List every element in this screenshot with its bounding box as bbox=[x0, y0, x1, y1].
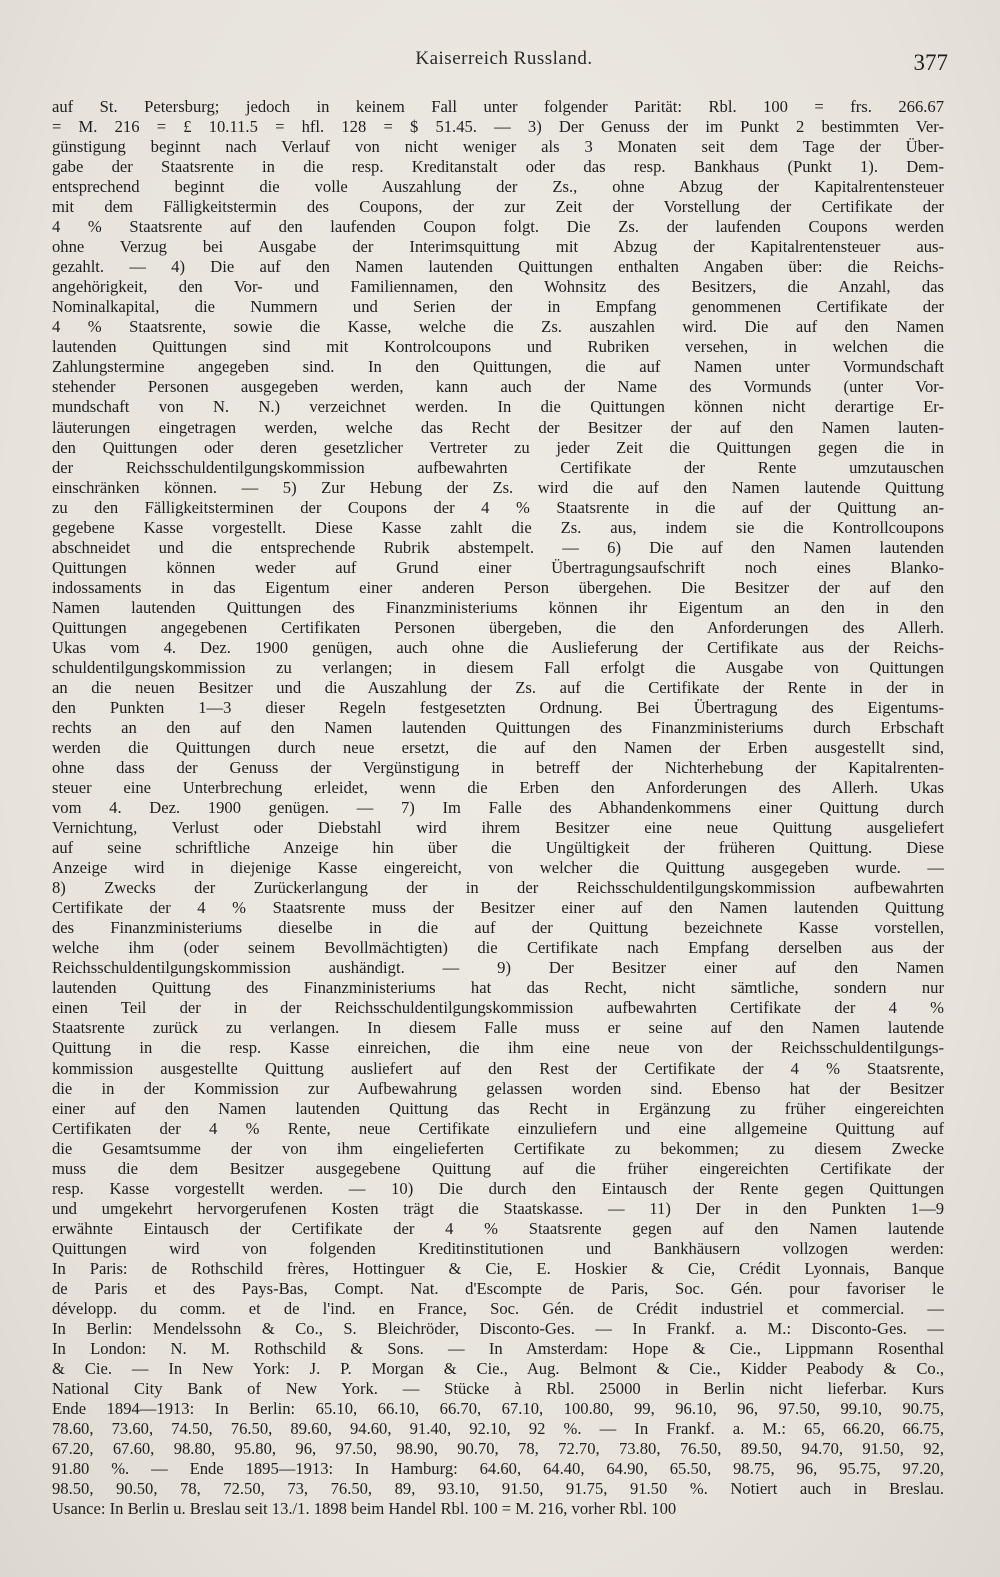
text-line: auf St. Petersburg; jedoch in keinem Fall unter folgender Parität: Rbl. 100 = frs. 266.67 bbox=[52, 97, 944, 116]
text-line: Quittungen wird von folgenden Kreditinstitutionen und Bankhäusern vollzogen werden: bbox=[52, 1238, 944, 1258]
text-line: des Finanzministeriums dieselbe in die auf der Quittung bezeichnete Kasse vorstellen, bbox=[52, 918, 944, 938]
text-line: Quittungen angegebenen Certifikaten Personen übergeben, die den Anforderungen des Allerh. bbox=[52, 617, 944, 637]
text-line: Certifikate der 4 % Staatsrente muss der Besitzer einer auf den Namen lautenden Quittung bbox=[52, 898, 944, 918]
text-line: Nominalkapital, die Nummern und Serien der in Empfang genommenen Certifikate der bbox=[52, 297, 944, 317]
page-number: 377 bbox=[913, 50, 948, 75]
text-line: Ende 1894—1913: In Berlin: 65.10, 66.10, 66.70, 67.10, 100.80, 99, 96.10, 96, 97.50, 99.10, 90.75, bbox=[52, 1399, 944, 1419]
text-line: 4 % Staatsrente, sowie die Kasse, welche die Zs. auszahlen wird. Die auf den Namen bbox=[52, 317, 944, 337]
text-line: développ. du comm. et de l'ind. en France, Soc. Gén. de Crédit industriel et commercial. — bbox=[52, 1298, 944, 1318]
text-line: und umgekehrt hervorgerufenen Kosten trägt die Staatskasse. — 11) Der in den Punkten 1—9 bbox=[52, 1198, 944, 1218]
text-line: welche ihm (oder seinem Bevollmächtigten) die Certifikate nach Empfang derselben aus der bbox=[52, 938, 944, 958]
text-line: kommission ausgestellte Quittung ausliefert auf den Rest der Certifikate der 4 % Staatsrente, bbox=[52, 1058, 944, 1078]
text-line: angehörigkeit, den Vor- und Familiennamen, den Wohnsitz des Besitzers, die Anzahl, das bbox=[52, 277, 944, 297]
text-line: gegebene Kasse vorgestellt. Diese Kasse zahlt die Zs. aus, indem sie die Kontrollcoupons bbox=[52, 517, 944, 537]
text-line: schuldentilgungskommission zu verlangen; in diesem Fall erfolgt die Ausgabe von Quittungen bbox=[52, 657, 944, 677]
text-line: & Cie. — In New York: J. P. Morgan & Cie., Aug. Belmont & Cie., Kidder Peabody & Co., bbox=[52, 1358, 944, 1378]
text-line: 67.20, 67.60, 98.80, 95.80, 96, 97.50, 98.90, 90.70, 78, 72.70, 73.80, 76.50, 89.50, 94.70, 91.50, 92, bbox=[52, 1439, 944, 1459]
text-line: lautenden Quittungen sind mit Kontrolcoupons und Rubriken versehen, in welchen die bbox=[52, 337, 944, 357]
text-line: In Paris: de Rothschild frères, Hottinguer & Cie, E. Hoskier & Cie, Crédit Lyonnais, Banque bbox=[52, 1258, 944, 1278]
text-line: Usance: In Berlin u. Breslau seit 13./1. 1898 beim Handel Rbl. 100 = M. 216, vorher Rbl. 100 bbox=[52, 1499, 677, 1519]
text-line: Ukas vom 4. Dez. 1900 genügen, auch ohne die Auslieferung der Certifikate aus der Reichs- bbox=[52, 637, 944, 657]
text-line: erwähnte Eintausch der Certifikate der 4 % Staatsrente gegen auf den Namen lautende bbox=[52, 1218, 944, 1238]
text-line: de Paris et des Pays-Bas, Compt. Nat. d'Escompte de Paris, Soc. Gén. pour favoriser le bbox=[52, 1278, 944, 1298]
text-line: Certifikaten der 4 % Rente, neue Certifikate einzuliefern und eine allgemeine Quittung auf bbox=[52, 1118, 944, 1138]
text-line: ohne Verzug bei Ausgabe der Interimsquittung mit Abzug der Kapitalrentensteuer aus- bbox=[52, 237, 944, 257]
text-line: mundschaft von N. N.) verzeichnet werden. In die Quittungen können nicht derartige Er- bbox=[52, 397, 944, 417]
text-line: resp. Kasse vorgestellt werden. — 10) Die durch den Eintausch der Rente gegen Quittungen bbox=[52, 1178, 944, 1198]
text-line: ohne dass der Genuss der Vergünstigung in betreff der Nichterhebung der Kapitalrenten- bbox=[52, 758, 944, 778]
text-line: einer auf den Namen lautenden Quittung das Recht in Ergänzung zu früher eingereichten bbox=[52, 1098, 944, 1118]
text-line: Staatsrente zurück zu verlangen. In diesem Falle muss er seine auf den Namen lautende bbox=[52, 1018, 944, 1038]
text-line: 78.60, 73.60, 74.50, 76.50, 89.60, 94.60, 91.40, 92.10, 92 %. — In Frankf. a. M.: 65, 66.20, 66.75, bbox=[52, 1419, 944, 1439]
body-text bbox=[52, 97, 944, 1519]
text-line: die Gesamtsumme der von ihm eingelieferten Certifikate zu bekommen; zu diesem Zwecke bbox=[52, 1138, 944, 1158]
text-line: abschneidet und die entsprechende Rubrik abstempelt. — 6) Die auf den Namen lautenden bbox=[52, 537, 944, 557]
text-line: National City Bank of New York. — Stücke à Rbl. 25000 in Berlin nicht lieferbar. Kurs bbox=[52, 1379, 944, 1398]
text-line: stehender Personen ausgegeben werden, kann auch der Name des Vormunds (unter Vor- bbox=[52, 377, 944, 397]
text-line: entsprechend beginnt die volle Auszahlung der Zs., ohne Abzug der Kapitalrentensteuer bbox=[52, 177, 944, 197]
text-line: zu den Fälligkeitsterminen der Coupons der 4 % Staatsrente in die auf der Quittung an- bbox=[52, 497, 944, 517]
text-line: = M. 216 = £ 10.11.5 = hfl. 128 = $ 51.45. — 3) Der Genuss der im Punkt 2 bestimmten Ver- bbox=[52, 117, 944, 137]
text-line: steuer eine Unterbrechung erleidet, wenn die Erben den Anforderungen des Allerh. Ukas bbox=[52, 778, 944, 798]
text-line: gezahlt. — 4) Die auf den Namen lautenden Quittungen enthalten Angaben über: die Reichs- bbox=[52, 257, 944, 277]
text-line: Namen lautenden Quittungen des Finanzministeriums können ihr Eigentum an den in den bbox=[52, 597, 944, 617]
text-line: Quittung in die resp. Kasse einreichen, die ihm eine neue von der Reichsschuldentilgungs- bbox=[52, 1038, 944, 1058]
text-line: vom 4. Dez. 1900 genügen. — 7) Im Falle des Abhandenkommens einer Quittung durch bbox=[52, 798, 944, 818]
text-line: 98.50, 90.50, 78, 72.50, 73, 76.50, 89, 93.10, 91.50, 91.75, 91.50 %. Notiert auch in Breslau. bbox=[52, 1479, 944, 1499]
text-line: In London: N. M. Rothschild & Sons. — In Amsterdam: Hope & Cie., Lippmann Rosenthal bbox=[52, 1338, 944, 1358]
text-line: den Punkten 1—3 dieser Regeln festgesetzten Ordnung. Bei Übertragung des Eigentums- bbox=[52, 697, 944, 717]
text-line: indossaments in das Eigentum einer anderen Person übergehen. Die Besitzer der auf den bbox=[52, 577, 944, 597]
text-line: auf seine schriftliche Anzeige hin über die Ungültigkeit der früheren Quittung. Diese bbox=[52, 838, 944, 858]
text-line: 8) Zwecks der Zurückerlangung der in der Reichsschuldentilgungskommission aufbewahrten bbox=[52, 878, 944, 898]
text-line: Vernichtung, Verlust oder Diebstahl wird ihrem Besitzer eine neue Quittung ausgeliefert bbox=[52, 818, 944, 838]
text-line: gabe der Staatsrente in die resp. Kreditanstalt oder das resp. Bankhaus (Punkt 1). Dem- bbox=[52, 157, 944, 177]
text-line: Quittungen können weder auf Grund einer Übertragungsaufschrift noch eines Blanko- bbox=[52, 557, 944, 577]
text-line: an die neuen Besitzer und die Auszahlung der Zs. auf die Certifikate der Rente in der in bbox=[52, 677, 944, 697]
text-line: Zahlungstermine angegeben sind. In den Quittungen, die auf Namen unter Vormundschaft bbox=[52, 357, 944, 377]
text-line: muss die dem Besitzer ausgegebene Quittung auf die früher eingereichten Certifikate der bbox=[52, 1158, 944, 1178]
text-line: mit dem Fälligkeitstermin des Coupons, der zur Zeit der Vorstellung der Certifikate der bbox=[52, 197, 944, 217]
running-title: Kaiserreich Russland. bbox=[415, 48, 593, 69]
text-line: 4 % Staatsrente auf den laufenden Coupon folgt. Die Zs. der laufenden Coupons werden bbox=[52, 217, 944, 237]
text-line: den Quittungen oder deren gesetzlicher Vertreter zu jeder Zeit die Quittungen gegen die in bbox=[52, 437, 944, 457]
text-line: läuterungen eingetragen werden, welche das Recht der Besitzer der auf den Namen lauten- bbox=[52, 417, 944, 437]
text-line: Anzeige wird in diejenige Kasse eingereicht, von welcher die Quittung ausgegeben wurde. — bbox=[52, 858, 944, 878]
text-line: günstigung beginnt nach Verlauf von nicht weniger als 3 Monaten seit dem Tage der Über- bbox=[52, 137, 944, 157]
text-line: die in der Kommission zur Aufbewahrung gelassen worden sind. Ebenso hat der Besitzer bbox=[52, 1078, 944, 1098]
text-line: einschränken können. — 5) Zur Hebung der Zs. wird die auf den Namen lautende Quittung bbox=[52, 477, 944, 497]
text-line: In Berlin: Mendelssohn & Co., S. Bleichröder, Disconto-Ges. — In Frankf. a. M.: Disconto-Ges. — bbox=[52, 1318, 944, 1338]
text-line: lautenden Quittung des Finanzministeriums hat das Recht, nicht sämtliche, sondern nur bbox=[52, 978, 944, 998]
text-line: rechts an den auf den Namen lautenden Quittungen des Finanzministeriums durch Erbschaft bbox=[52, 717, 944, 737]
text-line: der Reichsschuldentilgungskommission aufbewahrten Certifikate der Rente umzutauschen bbox=[52, 457, 944, 477]
text-line: Reichsschuldentilgungskommission aushändigt. — 9) Der Besitzer einer auf den Namen bbox=[52, 958, 944, 978]
text-line: einen Teil der in der Reichsschuldentilgungskommission aufbewahrten Certifikate der 4 % bbox=[52, 998, 944, 1018]
running-head bbox=[60, 48, 948, 82]
text-line: werden die Quittungen durch neue ersetzt, die auf den Namen der Erben ausgestellt sind, bbox=[52, 738, 944, 757]
text-line: 91.80 %. — Ende 1895—1913: In Hamburg: 64.60, 64.40, 64.90, 65.50, 98.75, 96, 95.75, 97.20, bbox=[52, 1459, 944, 1479]
